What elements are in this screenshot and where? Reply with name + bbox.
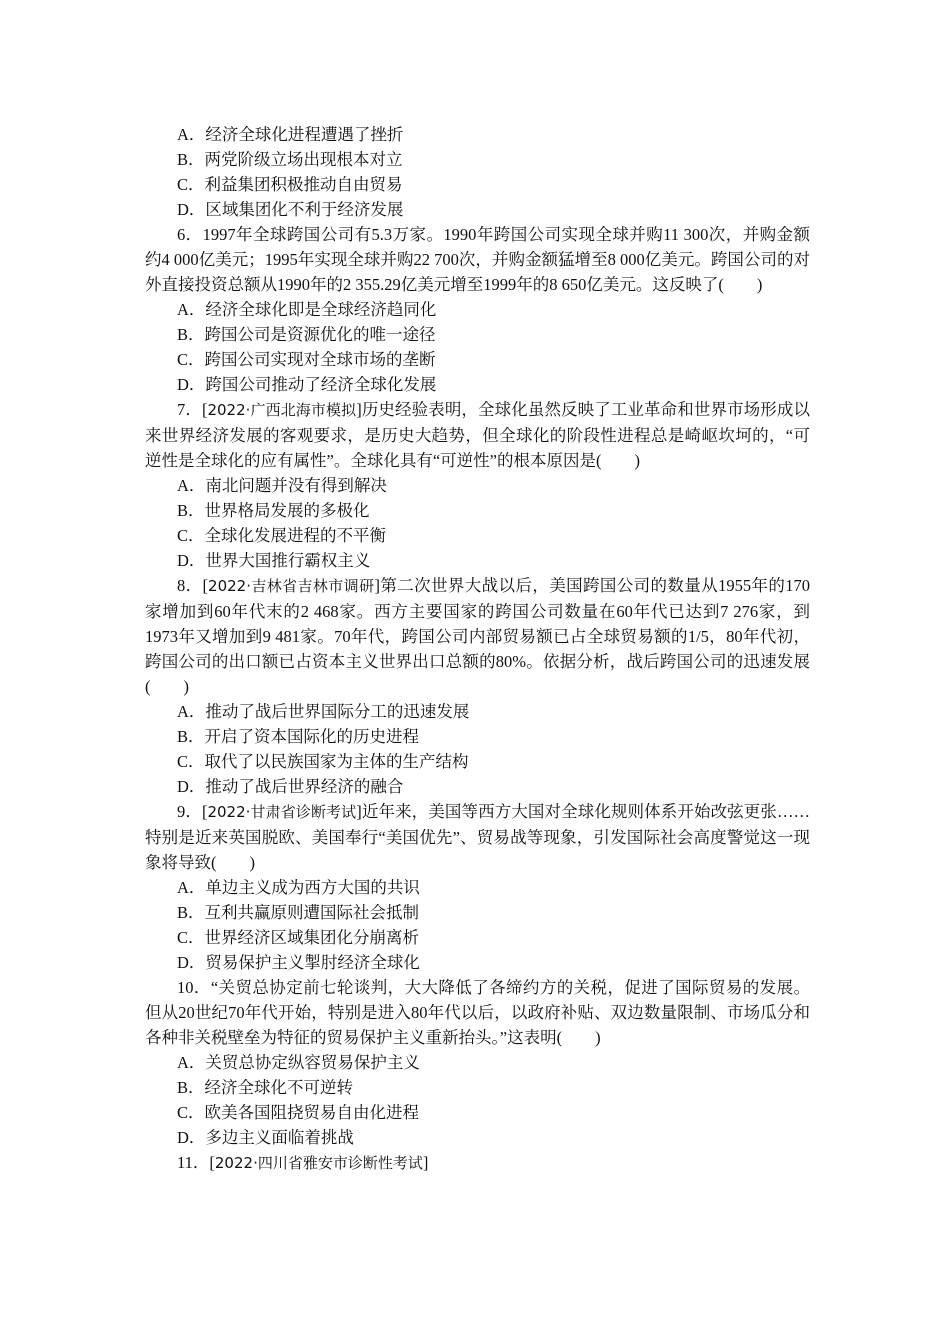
q6-stem: 6．1997年全球跨国公司有5.3万家。1990年跨国公司实现全球并购11 300次，并购金额约4 000亿美元；1995年实现全球并购22 700次，并购金额猛增至8 000亿美元。跨国公司的对外直接投资总额从1990年的2 355.29亿美元增至1999年的8 650亿美元。这反映了( ) (145, 225, 810, 294)
q9-source: 2022·甘肃省诊断考试 (207, 803, 357, 821)
q7-option-c: C．全球化发展进程的不平衡 (177, 526, 387, 545)
q11-number: 11．[ (177, 1153, 215, 1172)
q9-option-c: C．世界经济区域集团化分崩离析 (177, 928, 420, 947)
q9-option-a: A．单边主义成为西方大国的共识 (177, 878, 420, 897)
question-9 (145, 799, 810, 975)
q7-stem-block (145, 397, 810, 473)
q5-option-a: A．经济全球化进程遭遇了挫折 (177, 125, 404, 144)
q9-option-d: D．贸易保护主义掣肘经济全球化 (177, 953, 420, 972)
q8-stem: ]第二次世界大战以后，美国跨国公司的数量从1955年的170家增加到60年代末的2 468家。西方主要国家的跨国公司数量在60年代已达到7 276家，到1973年又增加到9 481家。70年代，跨国公司内部贸易额已占全球贸易额的1/5，80年代初，跨国公司的出口额已占资本主义世界出口总额的80%。依据分析，战后跨国公司的迅速发展( ) (145, 576, 811, 696)
q10-stem: 10．“关贸总协定前七轮谈判，大大降低了各缔约方的关税，促进了国际贸易的发展。但从20世纪70年代开始，特别是进入80年代以后，以政府补贴、双边数量限制、市场瓜分和各种非关税壁垒为特征的贸易保护主义重新抬头。”这表明( ) (145, 978, 810, 1047)
q6-option-c: C．跨国公司实现对全球市场的垄断 (177, 350, 436, 369)
q10-option-a: A．关贸总协定纵容贸易保护主义 (177, 1053, 420, 1072)
question-7 (145, 397, 810, 573)
q7-number: 7．[ (177, 400, 208, 419)
q8-option-d: D．推动了战后世界经济的融合 (177, 777, 404, 796)
q8-option-a: A．推动了战后世界国际分工的迅速发展 (177, 702, 470, 721)
q11-source: 2022·四川省雅安市诊断性考试 (214, 1154, 423, 1172)
q8-stem-block (145, 573, 810, 699)
q7-option-d: D．世界大国推行霸权主义 (177, 551, 371, 570)
q5-option-b: B．两党阶级立场出现根本对立 (177, 150, 403, 169)
question-8 (145, 573, 810, 799)
question-11 (145, 1150, 810, 1176)
q8-number: 8．[ (177, 576, 209, 595)
q10-option-d: D．多边主义面临着挑战 (177, 1128, 354, 1147)
q10-option-b: B．经济全球化不可逆转 (177, 1078, 354, 1097)
question-10 (145, 975, 810, 1150)
q7-stem: ]历史经验表明，全球化虽然反映了工业革命和世界市场形成以来世界经济发展的客观要求，是历史大趋势，但全球化的阶段性进程总是崎岖坎坷的，“可逆性是全球化的应有属性”。全球化具有“可逆性”的根本原因是( ) (145, 400, 810, 470)
q9-stem: ]近年来，美国等西方大国对全球化规则体系开始改弦更张……特别是近来英国脱欧、美国奉行“美国优先”、贸易战等现象，引发国际社会高度警觉这一现象将导致( ) (145, 802, 811, 872)
q7-source: 2022·广西北海市模拟 (207, 401, 357, 419)
q6-option-b: B．跨国公司是资源优化的唯一途径 (177, 325, 436, 344)
q10-option-c: C．欧美各国阻挠贸易自由化进程 (177, 1103, 420, 1122)
question-5-options (145, 122, 810, 222)
q7-option-b: B．世界格局发展的多极化 (177, 501, 370, 520)
q11-stem-block (145, 1150, 810, 1176)
q11-end: ] (422, 1153, 429, 1172)
q8-option-c: C．取代了以民族国家为主体的生产结构 (177, 752, 469, 771)
q9-stem-block (145, 799, 810, 875)
q9-number: 9．[ (177, 802, 208, 821)
q8-source: 2022·吉林省吉林市调研 (208, 577, 375, 595)
q6-option-d: D．跨国公司推动了经济全球化发展 (177, 375, 437, 394)
q6-option-a: A．经济全球化即是全球经济趋同化 (177, 300, 437, 319)
document-page (145, 122, 810, 1176)
question-6 (145, 222, 810, 397)
q8-option-b: B．开启了资本国际化的历史进程 (177, 727, 420, 746)
q7-option-a: A．南北问题并没有得到解决 (177, 476, 387, 495)
q9-option-b: B．互利共赢原则遭国际社会抵制 (177, 903, 420, 922)
q5-option-c: C．利益集团积极推动自由贸易 (177, 175, 403, 194)
q5-option-d: D．区域集团化不利于经济发展 (177, 200, 404, 219)
